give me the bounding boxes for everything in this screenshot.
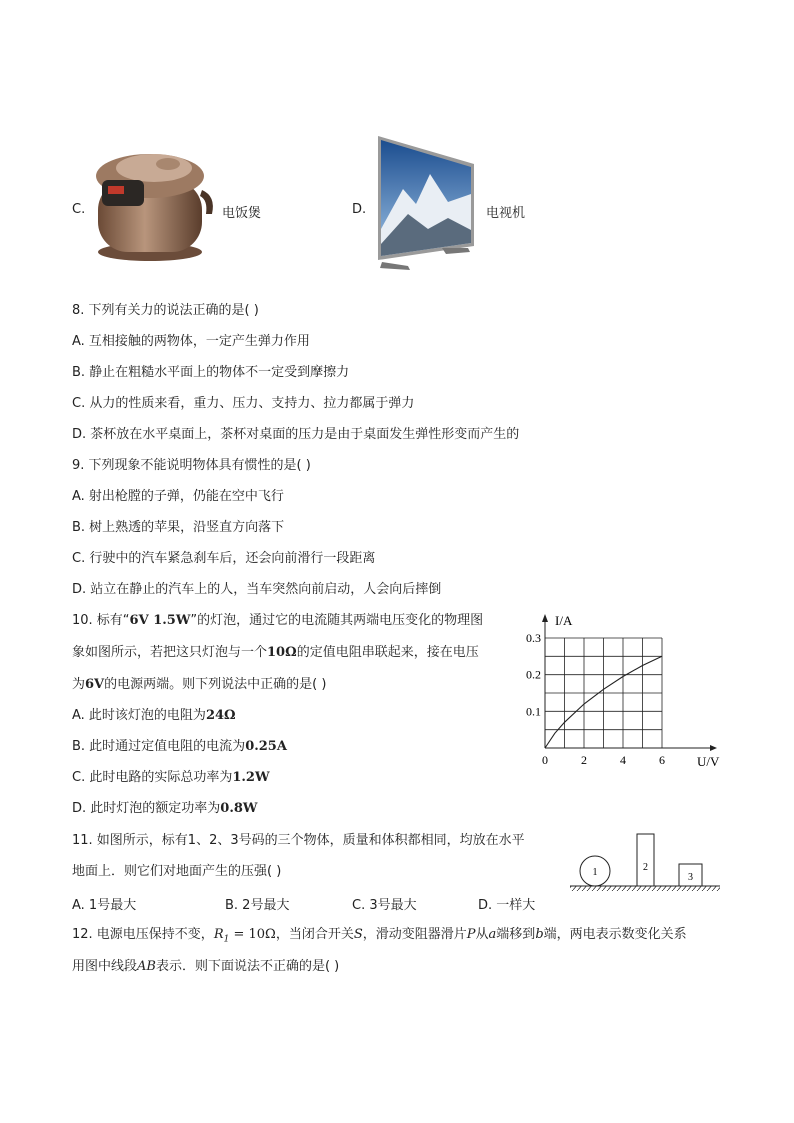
q10-a-text: A. 此时该灯泡的电阻为 [72,708,206,723]
q10-b-value: 0.25A [245,739,287,754]
q10-c-text: C. 此时电路的实际总功率为 [72,770,233,785]
chart-x-axis-label: U/V [697,754,720,769]
q8-stem: 8. 下列有关力的说法正确的是( ) [72,303,259,318]
q12-r1-sub: 1 [223,934,230,945]
rice-cooker-image [88,140,220,270]
q10-stem3-c: 的电源两端。则下列说法中正确的是( ) [104,677,327,692]
object-3-label: 3 [688,872,693,883]
chart-y-tick-0.3: 0.3 [526,631,541,645]
q10-stem1-c: ”的灯泡，通过它的电流随其两端电压变化的物理图 [190,613,484,628]
object-2-tall-block [637,834,654,886]
option-c-label: 电饭煲 [222,206,262,221]
q12-s2: ，当闭合开关 [275,927,354,942]
chart-ticks [526,631,665,767]
q8-option-b: B. 静止在粗糙水平面上的物体不一定受到摩擦力 [72,365,350,380]
television-image [368,134,480,284]
q10-resistance: 10Ω [267,645,297,660]
q12-stem-line1 [72,926,687,949]
q9-option-a: A. 射出枪膛的子弹，仍能在空中飞行 [72,489,284,504]
q12-ab: AB [137,959,156,974]
chart-x-axis-arrow [710,745,717,751]
q10-stem-line2 [72,644,479,662]
chart-axes [542,614,717,751]
q8-option-c: C. 从力的性质来看，重力、压力、支持力、拉力都属于弹力 [72,396,415,411]
q12-s1: 12. 电源电压保持不变， [72,927,214,942]
chart-y-tick-0.1: 0.1 [526,704,541,719]
q10-b-text: B. 此时通过定值电阻的电流为 [72,739,246,754]
q12-s6: 端，两电表示数变化关系 [543,927,687,942]
q11-figure [568,830,724,894]
option-d-label: 电视机 [486,206,526,221]
q12-s3: ，滑动变阻器滑片 [362,927,467,942]
q11-option-b: B. 2号最大 [225,898,290,913]
q10-c-value: 1.2W [232,770,270,785]
q8-option-d: D. 茶杯放在水平桌面上，茶杯对桌面的压力是由于桌面发生弹性形变而产生的 [72,427,520,442]
q11-option-c: C. 3号最大 [352,898,417,913]
q10-option-d [72,800,258,818]
q12-b: b [535,927,544,942]
object-2-label: 2 [643,862,648,873]
q10-stem1-a: 10. 标有“ [72,613,130,628]
q10-a-value: 24Ω [205,708,236,723]
q12-p: P [466,927,476,942]
option-c-letter: C. [72,202,86,217]
chart-x-tick-0: 0 [542,753,548,767]
q10-d-text: D. 此时灯泡的额定功率为 [72,801,221,816]
q12-switch: S [353,927,363,942]
q9-option-c: C. 行驶中的汽车紧急刹车后，还会向前滑行一段距离 [72,551,376,566]
q12-s4: 从 [475,927,489,942]
q10-option-c [72,769,270,787]
q9-option-b: B. 树上熟透的苹果，沿竖直方向落下 [72,520,285,535]
q10-voltage: 6V [85,677,105,692]
q9-stem: 9. 下列现象不能说明物体具有惯性的是( ) [72,458,311,473]
q10-rating: 6V 1.5W [129,613,191,628]
q10-d-value: 0.8W [220,801,258,816]
q10-stem-line3 [72,676,326,694]
iu-chart [515,608,730,773]
q12-r1: R [213,927,224,942]
chart-y-axis-label: I/A [555,613,573,628]
q12-l2b: 表示．则下面说法不正确的是( ) [155,959,340,974]
q10-option-b [72,738,287,756]
q9-option-d: D. 站立在静止的汽车上的人，当车突然向前启动，人会向后摔倒 [72,582,442,597]
object-1-label: 1 [592,867,598,878]
q10-stem-line1 [72,612,483,630]
q11-stem-line1: 11. 如图所示，标有1、2、3号码的三个物体，质量和体积都相同，均放在水平 [72,833,525,848]
q11-option-a: A. 1号最大 [72,898,137,913]
q8-option-a: A. 互相接触的两物体，一定产生弹力作用 [72,334,310,349]
q10-stem2-a: 象如图所示，若把这只灯泡与一个 [72,645,268,660]
chart-x-tick-6: 6 [659,753,665,767]
q11-option-d: D. 一样大 [478,898,536,913]
q10-stem2-c: 的定值电阻串联起来，接在电压 [296,645,479,660]
q11-stem-line2: 地面上．则它们对地面产生的压强( ) [72,864,282,879]
chart-y-tick-0.2: 0.2 [526,667,541,682]
option-d-letter: D. [352,202,367,217]
q12-l2a: 用图中线段 [72,959,138,974]
chart-x-tick-4: 4 [620,753,626,767]
q12-a: a [488,927,497,942]
ground-hatch [570,886,720,891]
q12-eq: = 10Ω [229,927,276,942]
chart-x-tick-2: 2 [581,753,587,767]
chart-grid [545,638,662,748]
q10-option-a [72,707,236,725]
q10-stem3-a: 为 [72,677,86,692]
q12-s5: 端移到 [496,927,536,942]
q12-stem-line2 [72,958,339,976]
chart-y-axis-arrow [542,614,548,622]
